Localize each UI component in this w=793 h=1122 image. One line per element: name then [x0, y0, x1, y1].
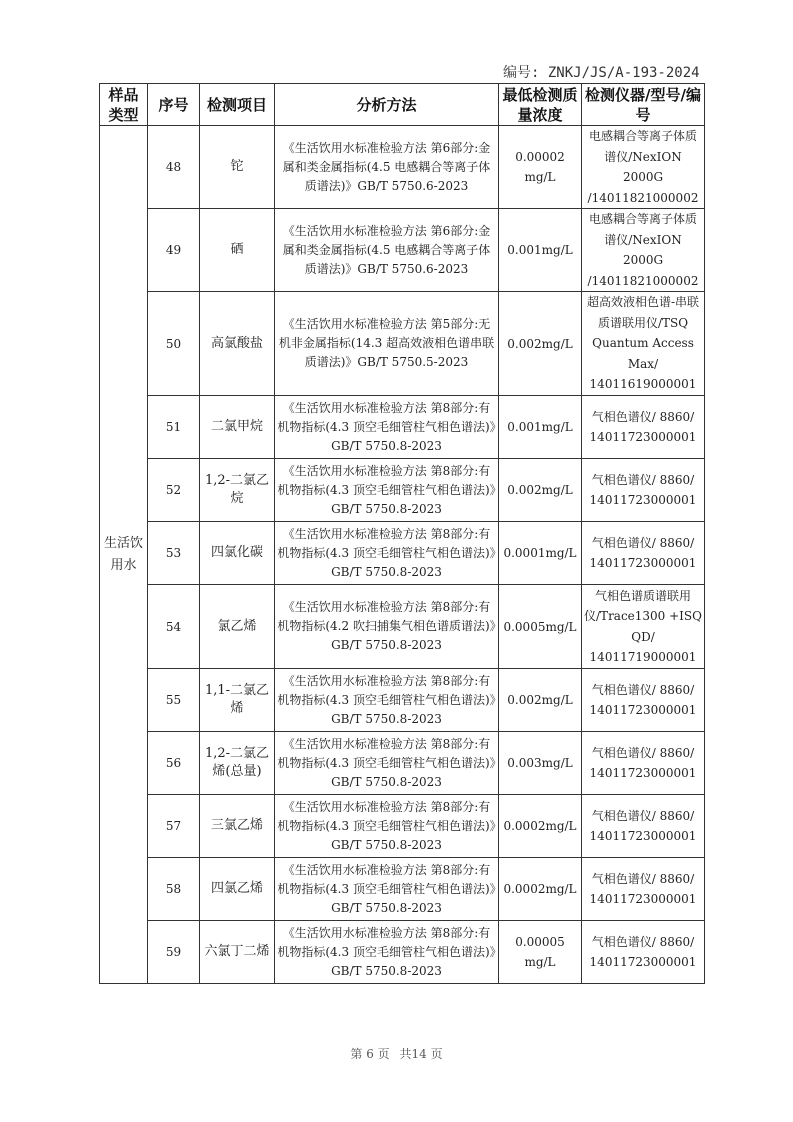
test-methods-table	[99, 83, 705, 984]
row-method: 《生活饮用水标准检验方法 第8部分:有机物指标(4.3 顶空毛细管柱气相色谱法)》GB/T 5750.8-2023	[275, 396, 499, 459]
table-row	[100, 669, 705, 732]
table-row	[100, 459, 705, 522]
row-limit: 0.00005 mg/L	[499, 921, 582, 984]
row-seq: 58	[148, 858, 200, 921]
header-limit: 最低检测质量浓度	[499, 84, 582, 126]
table-row	[100, 396, 705, 459]
row-instrument: 超高效液相色谱-串联质谱联用仪/TSQ Quantum Access Max/ 14011619000001	[582, 292, 705, 396]
sample-type-cell: 生活饮用水	[100, 126, 148, 984]
row-instrument: 气相色谱仪/ 8860/ 14011723000001	[582, 396, 705, 459]
table-row	[100, 209, 705, 292]
row-limit: 0.0002mg/L	[499, 858, 582, 921]
row-method: 《生活饮用水标准检验方法 第6部分:金属和类金属指标(4.5 电感耦合等离子体质谱法)》GB/T 5750.6-2023	[275, 126, 499, 209]
header-sample-type: 样品类型	[100, 84, 148, 126]
row-method: 《生活饮用水标准检验方法 第8部分:有机物指标(4.3 顶空毛细管柱气相色谱法)》GB/T 5750.8-2023	[275, 858, 499, 921]
row-instrument: 电感耦合等离子体质谱仪/NexION 2000G /14011821000002	[582, 209, 705, 292]
row-limit: 0.001mg/L	[499, 209, 582, 292]
table-row	[100, 585, 705, 669]
row-seq: 48	[148, 126, 200, 209]
row-item: 氯乙烯	[200, 585, 275, 669]
row-item: 铊	[200, 126, 275, 209]
row-seq: 56	[148, 732, 200, 795]
row-seq: 49	[148, 209, 200, 292]
row-instrument: 气相色谱仪/ 8860/ 14011723000001	[582, 669, 705, 732]
table-row	[100, 522, 705, 585]
row-method: 《生活饮用水标准检验方法 第8部分:有机物指标(4.3 顶空毛细管柱气相色谱法)》GB/T 5750.8-2023	[275, 795, 499, 858]
row-limit: 0.0005mg/L	[499, 585, 582, 669]
row-item: 四氯乙烯	[200, 858, 275, 921]
row-item: 四氯化碳	[200, 522, 275, 585]
row-limit: 0.0002mg/L	[499, 795, 582, 858]
row-item: 六氯丁二烯	[200, 921, 275, 984]
row-method: 《生活饮用水标准检验方法 第5部分:无机非金属指标(14.3 超高效液相色谱串联质谱法)》GB/T 5750.5-2023	[275, 292, 499, 396]
row-instrument: 气相色谱仪/ 8860/ 14011723000001	[582, 795, 705, 858]
row-limit: 0.003mg/L	[499, 732, 582, 795]
table-row	[100, 858, 705, 921]
row-limit: 0.002mg/L	[499, 669, 582, 732]
page-footer	[0, 1045, 793, 1062]
header-item: 检测项目	[200, 84, 275, 126]
table-row	[100, 795, 705, 858]
total-pages: 共14 页	[399, 1047, 443, 1061]
table-row	[100, 732, 705, 795]
row-limit: 0.0001mg/L	[499, 522, 582, 585]
row-seq: 59	[148, 921, 200, 984]
row-method: 《生活饮用水标准检验方法 第8部分:有机物指标(4.3 顶空毛细管柱气相色谱法)》GB/T 5750.8-2023	[275, 669, 499, 732]
row-instrument: 气相色谱仪/ 8860/ 14011723000001	[582, 858, 705, 921]
row-instrument: 气相色谱仪/ 8860/ 14011723000001	[582, 732, 705, 795]
row-item: 1,2-二氯乙烯(总量)	[200, 732, 275, 795]
table-header-row	[100, 84, 705, 126]
document-number: 编号: ZNKJ/JS/A-193-2024	[503, 65, 700, 81]
row-limit: 0.002mg/L	[499, 459, 582, 522]
row-instrument: 气相色谱仪/ 8860/ 14011723000001	[582, 459, 705, 522]
row-instrument: 气相色谱质谱联用仪/Trace1300 +ISQ QD/ 14011719000001	[582, 585, 705, 669]
header-seq: 序号	[148, 84, 200, 126]
row-seq: 54	[148, 585, 200, 669]
row-item: 1,2-二氯乙烷	[200, 459, 275, 522]
row-item: 硒	[200, 209, 275, 292]
row-limit: 0.00002 mg/L	[499, 126, 582, 209]
row-item: 三氯乙烯	[200, 795, 275, 858]
row-method: 《生活饮用水标准检验方法 第8部分:有机物指标(4.3 顶空毛细管柱气相色谱法)》GB/T 5750.8-2023	[275, 459, 499, 522]
row-instrument: 气相色谱仪/ 8860/ 14011723000001	[582, 921, 705, 984]
row-limit: 0.001mg/L	[499, 396, 582, 459]
row-item: 高氯酸盐	[200, 292, 275, 396]
row-method: 《生活饮用水标准检验方法 第8部分:有机物指标(4.3 顶空毛细管柱气相色谱法)》GB/T 5750.8-2023	[275, 732, 499, 795]
row-method: 《生活饮用水标准检验方法 第8部分:有机物指标(4.3 顶空毛细管柱气相色谱法)》GB/T 5750.8-2023	[275, 921, 499, 984]
table-row	[100, 921, 705, 984]
row-seq: 52	[148, 459, 200, 522]
row-instrument: 电感耦合等离子体质谱仪/NexION 2000G /14011821000002	[582, 126, 705, 209]
row-item: 1,1-二氯乙烯	[200, 669, 275, 732]
row-limit: 0.002mg/L	[499, 292, 582, 396]
header-instrument: 检测仪器/型号/编号	[582, 84, 705, 126]
row-item: 二氯甲烷	[200, 396, 275, 459]
row-method: 《生活饮用水标准检验方法 第8部分:有机物指标(4.3 顶空毛细管柱气相色谱法)》GB/T 5750.8-2023	[275, 522, 499, 585]
table-row	[100, 292, 705, 396]
row-method: 《生活饮用水标准检验方法 第6部分:金属和类金属指标(4.5 电感耦合等离子体质谱法)》GB/T 5750.6-2023	[275, 209, 499, 292]
page-number: 第 6 页	[350, 1047, 390, 1061]
table-row	[100, 126, 705, 209]
row-seq: 50	[148, 292, 200, 396]
row-seq: 51	[148, 396, 200, 459]
row-seq: 55	[148, 669, 200, 732]
row-seq: 57	[148, 795, 200, 858]
row-seq: 53	[148, 522, 200, 585]
header-method: 分析方法	[275, 84, 499, 126]
row-instrument: 气相色谱仪/ 8860/ 14011723000001	[582, 522, 705, 585]
row-method: 《生活饮用水标准检验方法 第8部分:有机物指标(4.2 吹扫捕集气相色谱质谱法)》GB/T 5750.8-2023	[275, 585, 499, 669]
